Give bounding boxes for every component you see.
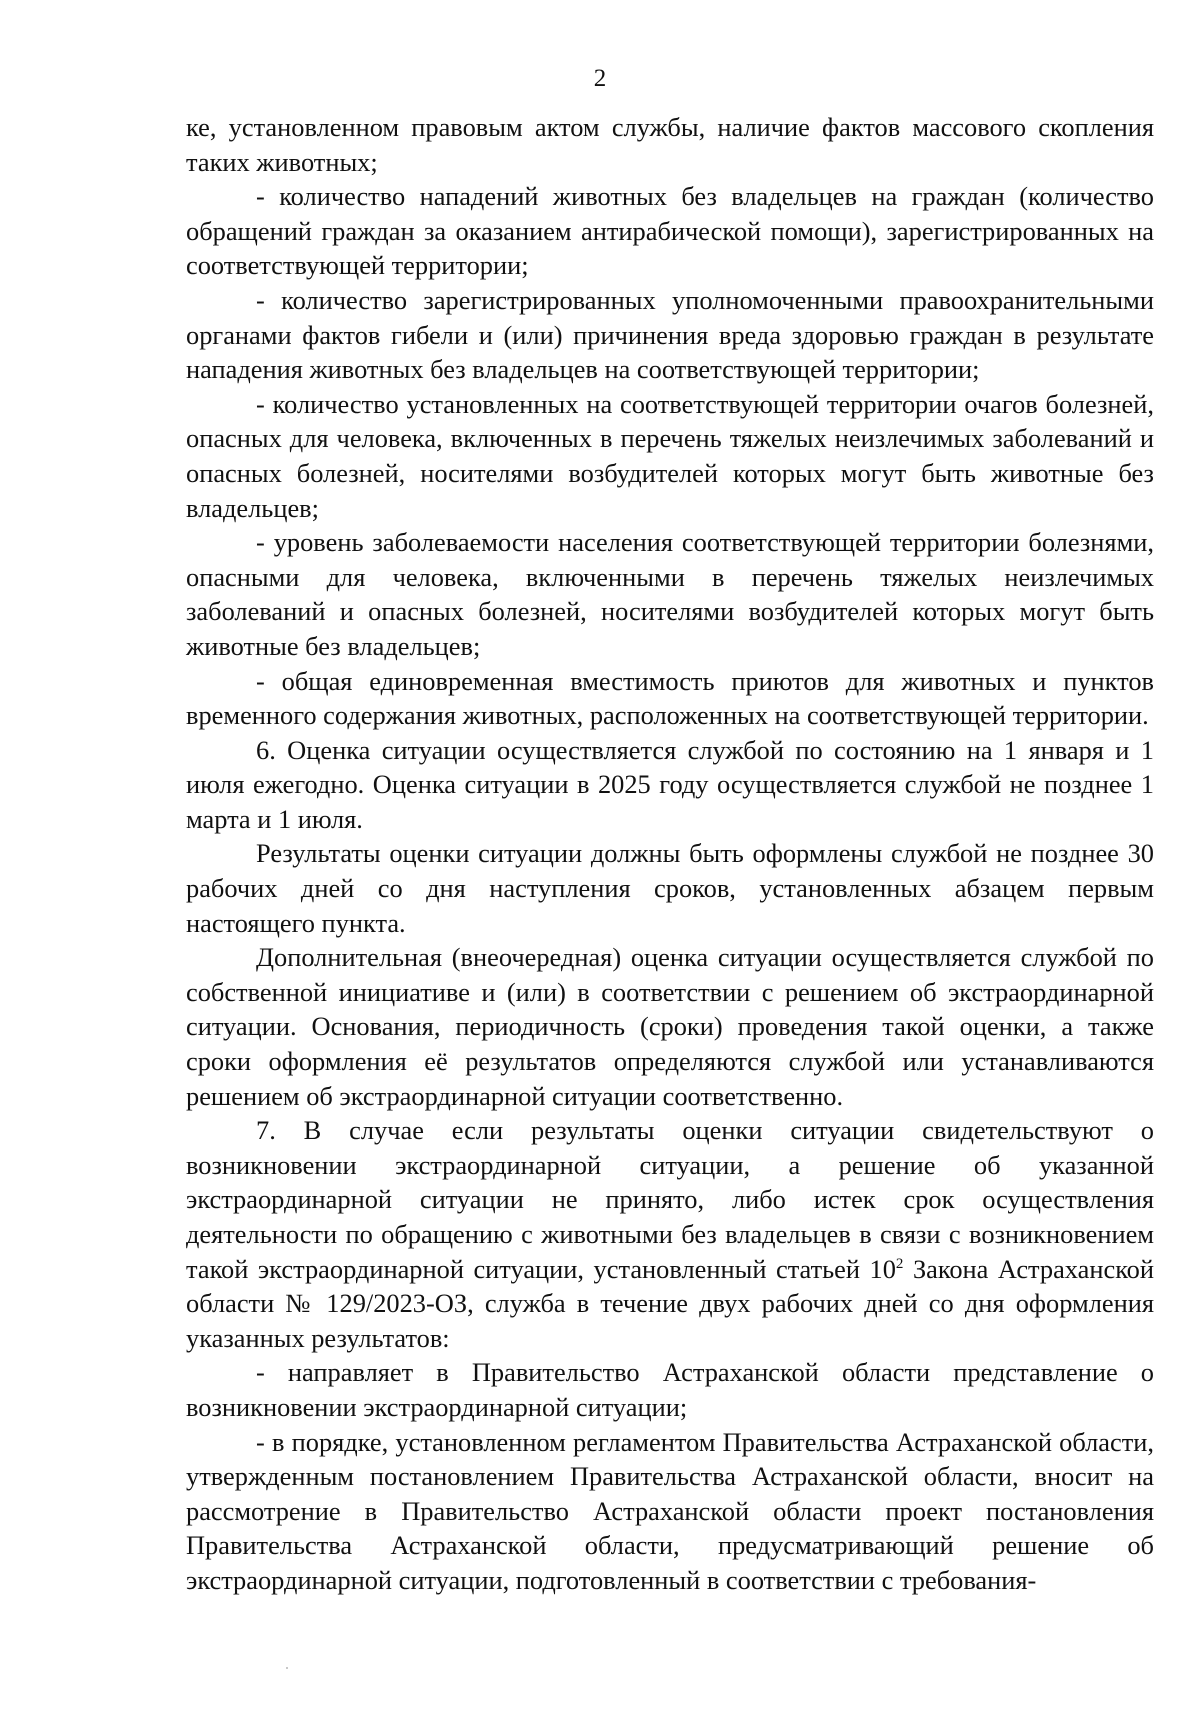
paragraph-assessment-results: Результаты оценки ситуации должны быть оформлены службой не позднее 30 рабочих дней со дня наступления сроков, установленных абзацем первым настоящего пункта.	[186, 838, 1154, 938]
article-superscript: 2	[895, 1255, 904, 1272]
scan-speck	[286, 1667, 288, 1669]
list-item-submission: - направляет в Правительство Астраханской области представление о возникновении экстраординарной ситуации;	[186, 1357, 1154, 1422]
list-item-attacks-count: - количество нападений животных без владельцев на граждан (количество обращений граждан за оказанием антирабической помощи), зарегистрированных на соответствующей территории;	[186, 181, 1154, 281]
list-item-draft-resolution: - в порядке, установленном регламентом Правительства Астраханской области, утвержденным постановлением Правительства Астраханской области, вносит на рассмотрение в Правительство Астраханской области проект постановления Правительства Астраханской области, предусматривающий решение об экстраординарной ситуации, подготовленный в соответствии с требования-	[186, 1426, 1154, 1595]
paragraph-item-7	[186, 1113, 1154, 1355]
paragraph-item-7-text-end: Закона Астраханской области № 129/2023-ОЗ, служба в течение двух рабочих дней со дня оформления указанных результатов:	[186, 1253, 1154, 1353]
page-number: 2	[593, 65, 607, 92]
paragraph-additional-assessment: Дополнительная (внеочередная) оценка ситуации осуществляется службой по собственной инициативе и (или) в соответствии с решением об экстраординарной ситуации. Основания, периодичность (сроки) проведения такой оценки, а также сроки оформления её результатов определяются службой или устанавливаются решением об экстраординарной ситуации соответственно.	[186, 942, 1154, 1111]
paragraph-item-6: 6. Оценка ситуации осуществляется службой по состоянию на 1 января и 1 июля ежегодно. Оценка ситуации в 2025 году осуществляется службой не позднее 1 марта и 1 июля.	[186, 734, 1154, 834]
document-body	[186, 110, 1154, 1598]
list-item-registered-facts: - количество зарегистрированных уполномоченными правоохранительными органами фактов гибели и (или) причинения вреда здоровью граждан в результате нападения животных без владельцев на соответствующей территории;	[186, 284, 1154, 385]
list-item-shelter-capacity: - общая единовременная вместимость приютов для животных и пунктов временного содержания животных, расположенных на соответствующей территории.	[186, 665, 1154, 731]
list-item-morbidity-level: - уровень заболеваемости населения соответствующей территории болезнями, опасными для человека, включенными в перечень тяжелых неизлечимых заболеваний и опасных болезней, носителями возбудителей которых могут быть животные без владельцев;	[186, 527, 1154, 661]
list-item-disease-foci: - количество установленных на соответствующей территории очагов болезней, опасных для человека, включенных в перечень тяжелых неизлечимых заболеваний и опасных болезней, носителями возбудителей которых могут быть животные без владельцев;	[186, 388, 1154, 523]
paragraph-item-7-text: 7. В случае если результаты оценки ситуации свидетельствуют о возникновении экстраординарной ситуации, а решение об указанной экстраординарной ситуации не принято, либо истек срок осуществления деятельности по обращению с животными без владельцев в связи с возникновением такой экстраординарной ситуации, установленный статьей 10	[186, 1115, 1154, 1284]
paragraph-continuation: ке, установленном правовым актом службы, наличие фактов массового скопления таких животных;	[186, 112, 1154, 177]
